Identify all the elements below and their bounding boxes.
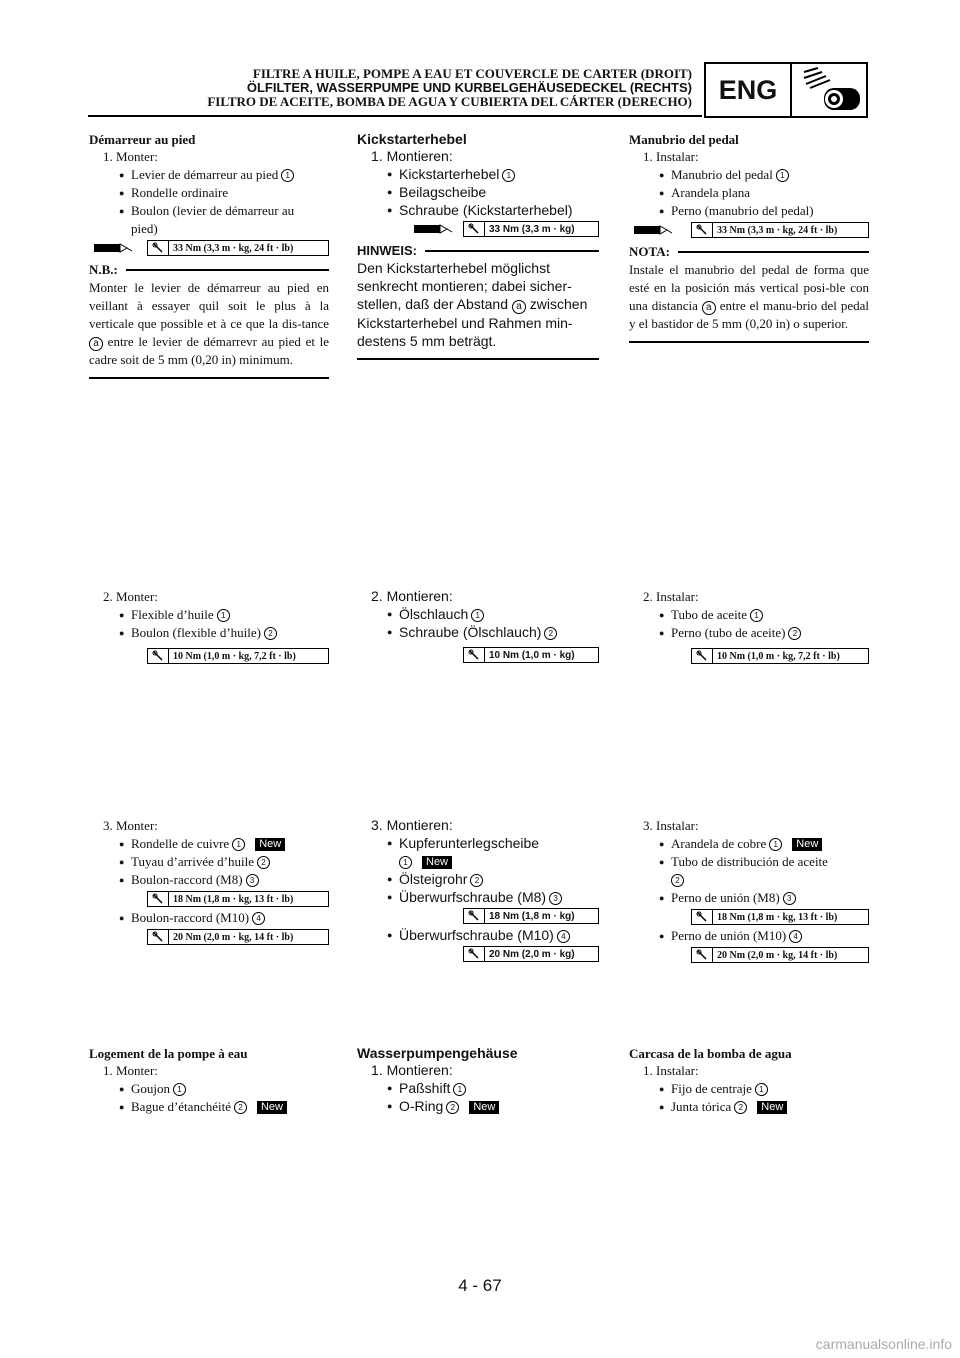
fr-del-torque-1: 18 Nm (1,8 m · kg, 13 ft · lb) xyxy=(147,891,329,907)
fr-note-title: N.B.: xyxy=(89,262,329,278)
de-note-end xyxy=(357,358,599,360)
de-oil-torque-row xyxy=(357,647,599,663)
es-pump-section xyxy=(629,1046,869,1116)
es-note-body: Instale el manubrio del pedal de forma que esté en la posición más vertical posi-ble con una distancia a entre el manu-brio del pedal y el bastidor de 5 mm (0,20 in) o superior. xyxy=(629,262,869,331)
de-del-torque-1-row xyxy=(357,908,599,924)
fr-oil-hose-section xyxy=(89,588,329,666)
fr-del-torque-2-row xyxy=(89,929,329,945)
de-pump-item-2: ● O-Ring 2 New xyxy=(387,1097,599,1115)
fr-oil-item-1: ● Flexible d’huile 1 xyxy=(119,606,329,624)
torque-wrench-icon xyxy=(468,649,480,661)
thread-lock-icon xyxy=(413,222,453,236)
de-oil-step: 2. Montieren: xyxy=(371,588,453,604)
es-kick-item-1: ● Manubrio del pedal 1 xyxy=(659,166,869,184)
fr-del-torque-1-row xyxy=(89,891,329,907)
es-oil-item-1: ● Tubo de aceite 1 xyxy=(659,606,869,624)
de-note-body: Den Kickstarterhebel möglichst senkrecht montieren; dabei sicher-stellen, daß der Abstand a zwischen Kickstarterhebel und Rahmen min-destens 5 mm beträgt. xyxy=(357,260,588,349)
es-kick-heading: Manubrio del pedal xyxy=(629,132,739,147)
header-rule xyxy=(88,115,702,117)
header-line-fr: FILTRE A HUILE, POMPE A EAU ET COUVERCLE DE CARTER (DROIT) xyxy=(252,66,692,81)
fr-kick-torque-row xyxy=(89,240,329,256)
de-oil-hose-section xyxy=(357,587,599,665)
de-delivery-section xyxy=(357,816,599,964)
es-kick-torque: 33 Nm (3,3 m · kg, 24 ft · lb) xyxy=(691,222,869,238)
es-del-item-3: ● Perno de unión (M8) 3 xyxy=(659,889,869,907)
de-oil-item-1: ● Ölschlauch 1 xyxy=(387,605,599,623)
es-kick-item-3: ● Perno (manubrio del pedal) xyxy=(659,202,869,220)
es-oil-hose-section xyxy=(629,588,869,666)
de-kick-item-2: ● Beilagscheibe xyxy=(387,183,599,201)
de-del-step: 3. Montieren: xyxy=(371,817,453,833)
de-oil-item-2: ● Schraube (Ölschlauch) 2 xyxy=(387,623,599,641)
page-number: 4 - 67 xyxy=(458,1276,502,1295)
torque-wrench-icon xyxy=(696,650,708,662)
header-line-de: ÖLFILTER, WASSERPUMPE UND KURBELGEHÄUSEDECKEL (RECHTS) xyxy=(246,80,692,95)
torque-wrench-icon xyxy=(468,910,480,922)
es-del-torque-2-row xyxy=(629,947,869,963)
torque-wrench-icon xyxy=(696,949,708,961)
es-note-title: NOTA: xyxy=(629,244,869,260)
de-pump-heading: Wasserpumpengehäuse xyxy=(357,1045,518,1061)
es-del-item-2-num: 2 xyxy=(671,871,869,889)
column-de xyxy=(357,131,599,360)
fr-pump-item-1: ● Goujon 1 xyxy=(119,1080,329,1098)
fr-oil-item-2: ● Boulon (flexible d’huile) 2 xyxy=(119,624,329,642)
fr-note-body: Monter le levier de démarreur au pied en veillant à essayer quil soit le plus à la verticale que possible et à ce que la dis-tance a entre le levier de démarrevr au pied et le cadre soit de 5 mm (0,20 in) minimum. xyxy=(89,280,329,367)
de-kick-heading: Kickstarterhebel xyxy=(357,131,467,147)
es-oil-step: 2. Instalar: xyxy=(643,589,699,604)
fr-pump-heading: Logement de la pompe à eau xyxy=(89,1046,248,1061)
es-oil-item-2: ● Perno (tubo de aceite) 2 xyxy=(659,624,869,642)
torque-wrench-icon xyxy=(152,893,164,905)
torque-wrench-icon xyxy=(696,911,708,923)
es-kick-step: 1. Instalar: xyxy=(643,149,699,164)
fr-pump-section xyxy=(89,1046,329,1116)
watermark: carmanualsonline.info xyxy=(815,1336,952,1352)
de-del-item-2: ● Ölsteigrohr 2 xyxy=(387,870,599,888)
fr-oil-step: 2. Monter: xyxy=(103,589,158,604)
fr-oil-torque: 10 Nm (1,0 m · kg, 7,2 ft · lb) xyxy=(147,648,329,664)
es-pump-item-1: ● Fijo de centraje 1 xyxy=(659,1080,869,1098)
de-del-item-1-num: 1 New xyxy=(399,852,599,870)
de-kick-item-3: ● Schraube (Kickstarterhebel) xyxy=(387,201,599,219)
es-pump-step: 1. Instalar: xyxy=(643,1063,699,1078)
section-badge xyxy=(704,62,868,118)
de-kick-torque: 33 Nm (3,3 m · kg) xyxy=(463,221,599,237)
torque-wrench-icon xyxy=(152,242,164,254)
es-del-torque-2: 20 Nm (2,0 m · kg, 14 ft · lb) xyxy=(691,947,869,963)
badge-divider xyxy=(790,64,792,116)
fr-kick-item-1: ● Levier de démarreur au pied 1 xyxy=(119,166,329,184)
fr-del-item-2: ● Tuyau d’arrivée d’huile 2 xyxy=(119,853,329,871)
es-del-torque-1-row xyxy=(629,909,869,925)
es-delivery-section xyxy=(629,817,869,965)
torque-wrench-icon xyxy=(152,650,164,662)
fr-del-step: 3. Monter: xyxy=(103,818,158,833)
es-del-torque-1: 18 Nm (1,8 m · kg, 13 ft · lb) xyxy=(691,909,869,925)
fr-note-end xyxy=(89,377,329,379)
torque-wrench-icon xyxy=(152,931,164,943)
de-pump-section xyxy=(357,1045,599,1115)
torque-wrench-icon xyxy=(468,223,480,235)
fr-delivery-section xyxy=(89,817,329,947)
de-pump-step: 1. Montieren: xyxy=(371,1062,453,1078)
thread-lock-icon xyxy=(633,223,673,237)
fr-kick-item-3-cont: pied) xyxy=(131,221,158,236)
fr-del-torque-2: 20 Nm (2,0 m · kg, 14 ft · lb) xyxy=(147,929,329,945)
de-del-torque-2: 20 Nm (2,0 m · kg) xyxy=(463,946,599,962)
fr-kick-heading: Démarreur au pied xyxy=(89,132,196,147)
de-del-torque-2-row xyxy=(357,946,599,962)
es-del-item-1: ● Arandela de cobre 1 New xyxy=(659,835,869,853)
column-es xyxy=(629,132,869,343)
de-del-item-3: ● Überwurfschraube (M8) 3 xyxy=(387,888,599,906)
fr-kick-item-3: ● Boulon (levier de démarreur au xyxy=(119,202,329,220)
column-fr xyxy=(89,132,329,379)
de-del-item-1: ● Kupferunterlegscheibe xyxy=(387,834,599,852)
es-pump-heading: Carcasa de la bomba de agua xyxy=(629,1046,792,1061)
torque-wrench-icon xyxy=(696,224,708,236)
de-kick-item-1: ● Kickstarterhebel 1 xyxy=(387,165,599,183)
es-del-step: 3. Instalar: xyxy=(643,818,699,833)
fr-oil-torque-row xyxy=(89,648,329,664)
de-oil-torque: 10 Nm (1,0 m · kg) xyxy=(463,647,599,663)
de-note-title: HINWEIS: xyxy=(357,243,599,258)
header-line-es: FILTRO DE ACEITE, BOMBA DE AGUA Y CUBIERTA DEL CÁRTER (DERECHO) xyxy=(207,94,692,109)
torque-wrench-icon xyxy=(468,948,480,960)
engine-icon xyxy=(798,66,864,114)
de-kick-step: 1. Montieren: xyxy=(371,148,453,164)
fr-del-item-4: ● Boulon-raccord (M10) 4 xyxy=(119,909,329,927)
es-del-item-4: ● Perno de unión (M10) 4 xyxy=(659,927,869,945)
fr-kick-item-2: ● Rondelle ordinaire xyxy=(119,184,329,202)
fr-del-item-3: ● Boulon-raccord (M8) 3 xyxy=(119,871,329,889)
es-oil-torque: 10 Nm (1,0 m · kg, 7,2 ft · lb) xyxy=(691,648,869,664)
es-oil-torque-row xyxy=(629,648,869,664)
es-pump-item-2: ● Junta tórica 2 New xyxy=(659,1098,869,1116)
de-del-torque-1: 18 Nm (1,8 m · kg) xyxy=(463,908,599,924)
es-kick-item-2: ● Arandela plana xyxy=(659,184,869,202)
fr-kick-torque: 33 Nm (3,3 m · kg, 24 ft · lb) xyxy=(147,240,329,256)
de-kick-torque-row xyxy=(357,221,599,237)
es-kick-torque-row xyxy=(629,222,869,238)
thread-lock-icon xyxy=(93,241,133,255)
fr-kick-step: 1. Monter: xyxy=(103,149,158,164)
section-badge-label: ENG xyxy=(718,75,778,105)
page-header xyxy=(207,67,692,109)
de-del-item-4: ● Überwurfschraube (M10) 4 xyxy=(387,926,599,944)
de-pump-item-1: ● Paßshift 1 xyxy=(387,1079,599,1097)
fr-del-item-1: ● Rondelle de cuivre 1 New xyxy=(119,835,329,853)
fr-pump-step: 1. Monter: xyxy=(103,1063,158,1078)
es-note-end xyxy=(629,341,869,343)
es-del-item-2: ● Tubo de distribución de aceite xyxy=(659,853,869,871)
fr-pump-item-2: ● Bague d’étanchéité 2 New xyxy=(119,1098,329,1116)
